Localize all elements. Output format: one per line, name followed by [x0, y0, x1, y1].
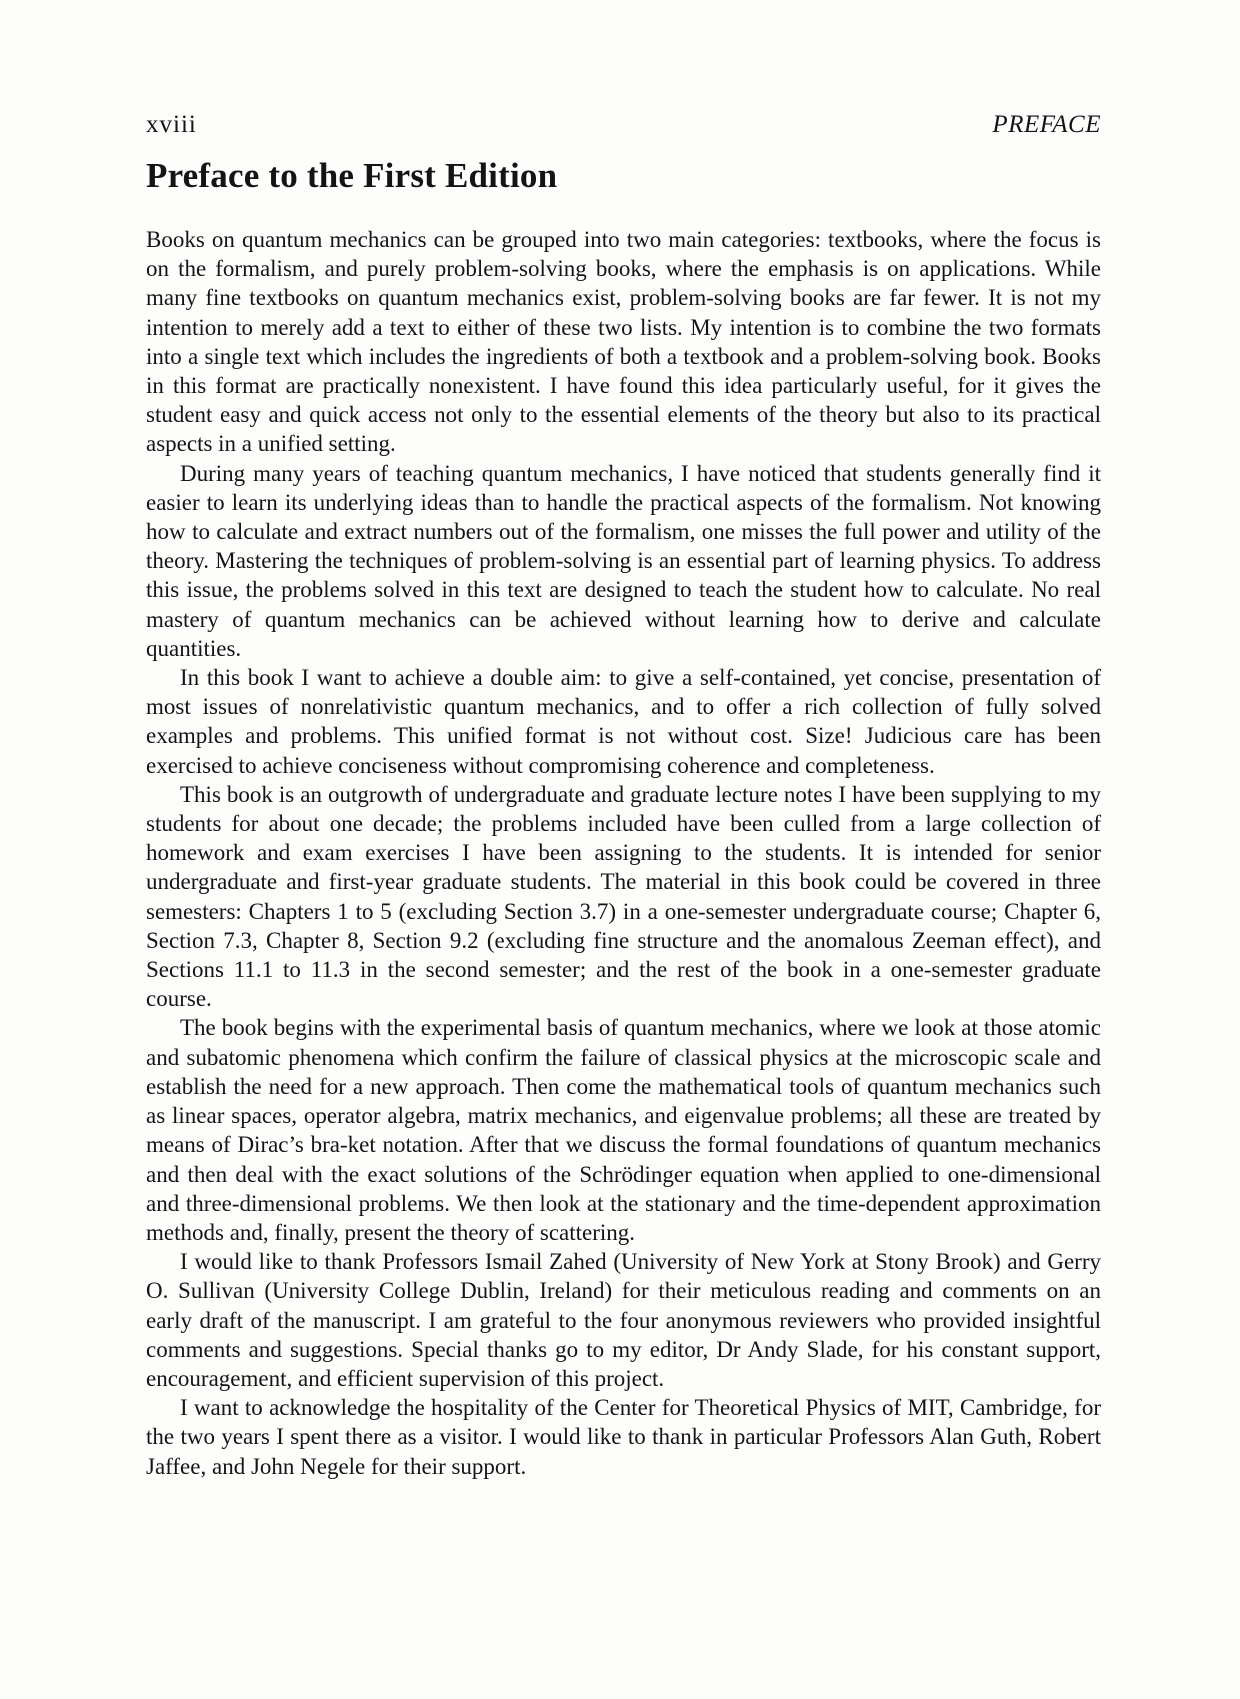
- paragraph-outline: The book begins with the experimental basis of quantum mechanics, where we look at those atomic and subatomic phenomena which confirm the failure of classical physics at the microscopic scale and establish the need for a new approach. Then come the mathematical tools of quantum mechanics such as linear spaces, operator algebra, matrix mechanics, and eigenvalue problems; all these are treated by means of Dirac’s bra-ket notation. After that we discuss the formal foundations of quantum mechanics and then deal with the exact solutions of the Schrödinger equation when applied to one-dimensional and three-dimensional problems. We then look at the stationary and the time-dependent approximation methods and, finally, present the theory of scattering.: [146, 1015, 1101, 1245]
- running-title: PREFACE: [992, 111, 1101, 138]
- paragraph-aim: In this book I want to achieve a double aim: to give a self-contained, yet concise, presentation of most issues of nonrelativistic quantum mechanics, and to offer a rich collection of fully solved examples and problems. This unified format is not without cost. Size! Judicious care has been exercised to achieve conciseness without compromising coherence and completeness.: [146, 665, 1101, 778]
- paragraph-outgrowth: This book is an outgrowth of undergraduate and graduate lecture notes I have been supplying to my students for about one decade; the problems included have been culled from a large collection of homework and exam exercises I have been assigning to the students. It is intended for senior undergraduate and first-year graduate students. The material in this book could be covered in three semesters: Chapters 1 to 5 (excluding Section 3.7) in a one-semester undergraduate course; Chapter 6, Section 7.3, Chapter 8, Section 9.2 (excluding fine structure and the anomalous Zeeman effect), and Sections 11.1 to 11.3 in the second semester; and the rest of the book in a one-semester graduate course.: [146, 781, 1101, 1012]
- paragraph-thanks: I would like to thank Professors Ismail Zahed (University of New York at Stony Brook) and Gerry O. Sullivan (University College Dublin, Ireland) for their meticulous reading and comments on an early draft of the manuscript. I am grateful to the four anonymous reviewers who provided insightful comments and suggestions. Special thanks go to my editor, Dr Andy Slade, for his constant support, encouragement, and efficient supervision of this project.: [146, 1249, 1101, 1391]
- paragraph-teaching: During many years of teaching quantum mechanics, I have noticed that students generally find it easier to learn its underlying ideas than to handle the practical aspects of the formalism. Not knowing how to calculate and extract numbers out of the formalism, one misses the full power and utility of the theory. Mastering the techniques of problem-solving is an essential part of learning physics. To address this issue, the problems solved in this text are designed to teach the student how to calculate. No real mastery of quantum mechanics can be achieved without learning how to derive and calculate quantities.: [146, 460, 1101, 661]
- section-title: Preface to the First Edition: [146, 156, 558, 195]
- paragraph-intro: Books on quantum mechanics can be grouped into two main categories: textbooks, where the focus is on the formalism, and purely problem-solving books, where the emphasis is on applications. While many fine textbooks on quantum mechanics exist, problem-solving books are far fewer. It is not my intention to merely add a text to either of these two lists. My intention is to combine the two formats into a single text which includes the ingredients of both a textbook and a problem-solving book. Books in this format are practically nonexistent. I have found this idea particularly useful, for it gives the student easy and quick access not only to the essential elements of the theory but also to its practical aspects in a unified setting.: [146, 227, 1101, 457]
- body-text: [146, 225, 1101, 1481]
- running-head: [146, 108, 1101, 142]
- page-number: xviii: [146, 111, 197, 138]
- paragraph-acknowledgement: I want to acknowledge the hospitality of the Center for Theoretical Physics of MIT, Cambridge, for the two years I spent there as a visitor. I would like to thank in particular Professors Alan Guth, Robert Jaffee, and John Negele for their support.: [146, 1395, 1101, 1479]
